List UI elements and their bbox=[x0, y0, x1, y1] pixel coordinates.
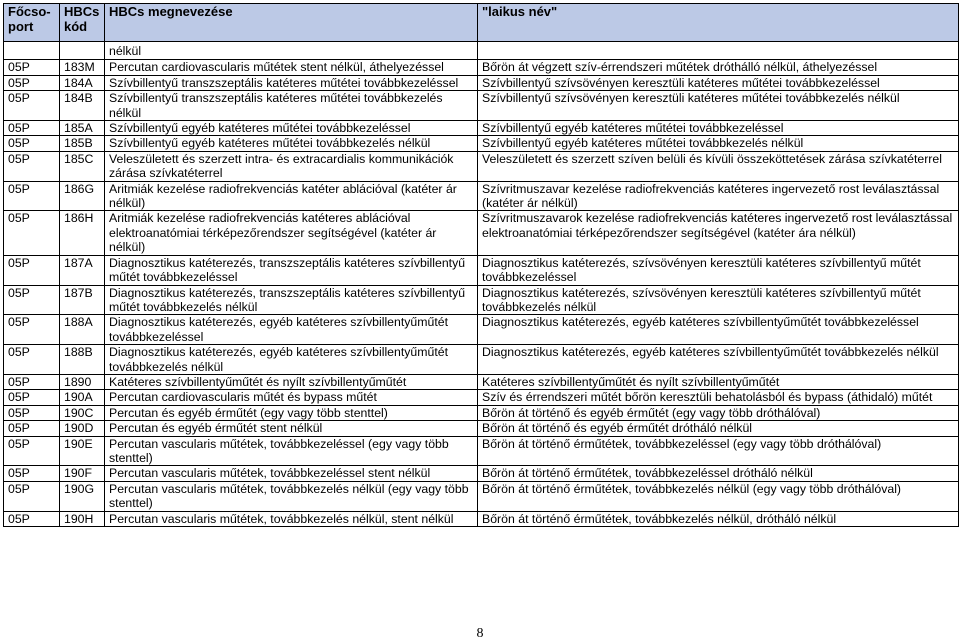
cell-megnevezes: Veleszületett és szerzett intra- és extracardialis kommunikációk zárása szívkatéterrel bbox=[105, 151, 478, 181]
cell-megnevezes: Aritmiák kezelése radiofrekvenciás katéter ablációval (katéter ár nélkül) bbox=[105, 181, 478, 211]
cell-hbcs-kod: 184A bbox=[60, 75, 105, 90]
cell-megnevezes: Aritmiák kezelése radiofrekvenciás katéteres ablációval elektroanatómiai térképezőrendszer segítségével (katéter ár nélkül) bbox=[105, 211, 478, 255]
cell-megnevezes: Diagnosztikus katéterezés, egyéb katéteres szívbillentyűműtét továbbkezelés nélkül bbox=[105, 345, 478, 375]
cell-hbcs-kod: 190G bbox=[60, 481, 105, 511]
table-row bbox=[4, 181, 959, 211]
table-row bbox=[4, 91, 959, 121]
header-megnevezes-label: HBCs megnevezése bbox=[109, 4, 233, 19]
table-row bbox=[4, 405, 959, 420]
cell-megnevezes: Diagnosztikus katéterezés, transzszeptális katéteres szívbillentyű műtét továbbkezeléssel bbox=[105, 255, 478, 285]
table-header-row bbox=[4, 4, 959, 42]
cell-megnevezes: Diagnosztikus katéterezés, transzszeptális katéteres szívbillentyű műtét továbbkezelés nélkül bbox=[105, 285, 478, 315]
cell-megnevezes: Percutan vascularis műtétek, továbbkezelés nélkül (egy vagy több stenttel) bbox=[105, 481, 478, 511]
cell-megnevezes: Katéteres szívbillentyűműtét és nyílt szívbillentyűműtét bbox=[105, 374, 478, 389]
cell-hbcs-kod: 188A bbox=[60, 315, 105, 345]
table-row bbox=[4, 211, 959, 255]
cell-hbcs-kod: 186G bbox=[60, 181, 105, 211]
cell-laikus-nev: Bőrön át történő érműtétek, továbbkezelés nélkül, drótháló nélkül bbox=[478, 511, 959, 526]
table-row bbox=[4, 345, 959, 375]
cell-laikus-nev: Szív és érrendszeri műtét bőrön keresztüli behatolásból és bypass (áthidaló) műtét bbox=[478, 390, 959, 405]
cell-continuation: nélkül bbox=[105, 42, 478, 60]
cell-megnevezes: Percutan és egyéb érműtét (egy vagy több stenttel) bbox=[105, 405, 478, 420]
table-row bbox=[4, 466, 959, 481]
cell-fo-csoport: 05P bbox=[4, 60, 60, 75]
cell-megnevezes: Percutan cardiovascularis műtét és bypass műtét bbox=[105, 390, 478, 405]
cell-fo-csoport: 05P bbox=[4, 136, 60, 151]
cell-megnevezes: Szívbillentyű transzszeptális katéteres műtétei továbbkezelés nélkül bbox=[105, 91, 478, 121]
cell-megnevezes: Diagnosztikus katéterezés, egyéb katéteres szívbillentyűműtét továbbkezeléssel bbox=[105, 315, 478, 345]
cell-fo-csoport: 05P bbox=[4, 211, 60, 255]
table-row bbox=[4, 390, 959, 405]
cell-fo-csoport: 05P bbox=[4, 151, 60, 181]
cell-hbcs-kod: 187B bbox=[60, 285, 105, 315]
cell-laikus-nev: Diagnosztikus katéterezés, egyéb katéteres szívbillentyűműtét továbbkezeléssel bbox=[478, 315, 959, 345]
cell-hbcs-kod: 190F bbox=[60, 466, 105, 481]
cell-fo-csoport: 05P bbox=[4, 466, 60, 481]
cell-megnevezes: Percutan cardiovascularis műtétek stent nélkül, áthelyezéssel bbox=[105, 60, 478, 75]
cell-laikus-nev: Szívbillentyű egyéb katéteres műtétei továbbkezelés nélkül bbox=[478, 136, 959, 151]
cell-laikus-nev: Diagnosztikus katéterezés, egyéb katéteres szívbillentyűműtét továbbkezelés nélkül bbox=[478, 345, 959, 375]
cell-hbcs-kod: 1890 bbox=[60, 374, 105, 389]
table-row-continuation bbox=[4, 42, 959, 60]
cell-fo-csoport: 05P bbox=[4, 421, 60, 436]
cell-empty bbox=[478, 42, 959, 60]
cell-fo-csoport: 05P bbox=[4, 481, 60, 511]
cell-megnevezes: Percutan vascularis műtétek, továbbkezelés nélkül, stent nélkül bbox=[105, 511, 478, 526]
cell-laikus-nev: Diagnosztikus katéterezés, szívsövényen keresztüli katéteres szívbillentyű műtét továbbkezeléssel bbox=[478, 255, 959, 285]
cell-laikus-nev: Szívbillentyű szívsövényen keresztüli katéteres műtétei továbbkezeléssel bbox=[478, 75, 959, 90]
cell-laikus-nev: Bőrön át történő és egyéb érműtét drótháló nélkül bbox=[478, 421, 959, 436]
cell-megnevezes: Percutan vascularis műtétek, továbbkezeléssel stent nélkül bbox=[105, 466, 478, 481]
header-hbcs-kod: HBCs kód bbox=[60, 4, 105, 42]
cell-laikus-nev: Bőrön át történő érműtétek, továbbkezeléssel drótháló nélkül bbox=[478, 466, 959, 481]
cell-laikus-nev: Bőrön át végzett szív-érrendszeri műtétek dróthálló nélkül, áthelyezéssel bbox=[478, 60, 959, 75]
cell-fo-csoport: 05P bbox=[4, 511, 60, 526]
cell-fo-csoport: 05P bbox=[4, 436, 60, 466]
cell-laikus-nev: Diagnosztikus katéterezés, szívsövényen keresztüli katéteres szívbillentyű műtét továbbkezelés nélkül bbox=[478, 285, 959, 315]
cell-laikus-nev: Veleszületett és szerzett szíven belüli és kívüli összeköttetések zárása szívkatéterrel bbox=[478, 151, 959, 181]
cell-megnevezes: Szívbillentyű egyéb katéteres műtétei továbbkezelés nélkül bbox=[105, 136, 478, 151]
cell-fo-csoport: 05P bbox=[4, 91, 60, 121]
cell-hbcs-kod: 185C bbox=[60, 151, 105, 181]
table-row bbox=[4, 151, 959, 181]
cell-hbcs-kod: 190E bbox=[60, 436, 105, 466]
cell-hbcs-kod: 183M bbox=[60, 60, 105, 75]
table-row bbox=[4, 121, 959, 136]
cell-fo-csoport: 05P bbox=[4, 315, 60, 345]
cell-megnevezes: Szívbillentyű egyéb katéteres műtétei továbbkezeléssel bbox=[105, 121, 478, 136]
cell-megnevezes: Percutan vascularis műtétek, továbbkezeléssel (egy vagy több stenttel) bbox=[105, 436, 478, 466]
cell-laikus-nev: Szívbillentyű szívsövényen keresztüli katéteres műtétei továbbkezelés nélkül bbox=[478, 91, 959, 121]
table-body bbox=[4, 42, 959, 527]
cell-fo-csoport: 05P bbox=[4, 121, 60, 136]
cell-hbcs-kod: 190H bbox=[60, 511, 105, 526]
cell-empty bbox=[4, 42, 60, 60]
cell-laikus-nev: Katéteres szívbillentyűműtét és nyílt szívbillentyűműtét bbox=[478, 374, 959, 389]
cell-hbcs-kod: 186H bbox=[60, 211, 105, 255]
cell-hbcs-kod: 187A bbox=[60, 255, 105, 285]
cell-empty bbox=[60, 42, 105, 60]
header-fo-csoport: Főcso-port bbox=[4, 4, 60, 42]
cell-laikus-nev: Szívbillentyű egyéb katéteres műtétei továbbkezeléssel bbox=[478, 121, 959, 136]
cell-hbcs-kod: 190D bbox=[60, 421, 105, 436]
cell-laikus-nev: Bőrön át történő érműtétek, továbbkezeléssel (egy vagy több dróthálóval) bbox=[478, 436, 959, 466]
table-row bbox=[4, 374, 959, 389]
header-laikus-nev: "laikus név" bbox=[478, 4, 959, 42]
table-row bbox=[4, 255, 959, 285]
table-row bbox=[4, 315, 959, 345]
table-row bbox=[4, 511, 959, 526]
cell-fo-csoport: 05P bbox=[4, 75, 60, 90]
cell-fo-csoport: 05P bbox=[4, 405, 60, 420]
cell-fo-csoport: 05P bbox=[4, 390, 60, 405]
hbcs-table bbox=[3, 3, 959, 527]
cell-hbcs-kod: 190C bbox=[60, 405, 105, 420]
cell-laikus-nev: Szívritmuszavar kezelése radiofrekvenciás katéteres ingervezető rost leválasztással (katéter ár nélkül) bbox=[478, 181, 959, 211]
cell-laikus-nev: Szívritmuszavarok kezelése radiofrekvenciás katéteres ingervezető rost leválasztással elektroanatómiai térképezőrendszer segítségével (katéter ára nélkül) bbox=[478, 211, 959, 255]
cell-hbcs-kod: 185A bbox=[60, 121, 105, 136]
table-row bbox=[4, 481, 959, 511]
table-row bbox=[4, 421, 959, 436]
cell-hbcs-kod: 185B bbox=[60, 136, 105, 151]
table-row bbox=[4, 436, 959, 466]
table-row bbox=[4, 285, 959, 315]
cell-hbcs-kod: 188B bbox=[60, 345, 105, 375]
table-row bbox=[4, 75, 959, 90]
header-megnevezes bbox=[105, 4, 478, 42]
cell-megnevezes: Szívbillentyű transzszeptális katéteres műtétei továbbkezeléssel bbox=[105, 75, 478, 90]
cell-hbcs-kod: 184B bbox=[60, 91, 105, 121]
cell-fo-csoport: 05P bbox=[4, 285, 60, 315]
cell-laikus-nev: Bőrön át történő és egyéb érműtét (egy vagy több dróthálóval) bbox=[478, 405, 959, 420]
page-number: 8 bbox=[476, 626, 484, 641]
cell-fo-csoport: 05P bbox=[4, 255, 60, 285]
cell-fo-csoport: 05P bbox=[4, 345, 60, 375]
cell-fo-csoport: 05P bbox=[4, 374, 60, 389]
cell-fo-csoport: 05P bbox=[4, 181, 60, 211]
cell-megnevezes: Percutan és egyéb érműtét stent nélkül bbox=[105, 421, 478, 436]
cell-hbcs-kod: 190A bbox=[60, 390, 105, 405]
table-row bbox=[4, 136, 959, 151]
table-row bbox=[4, 60, 959, 75]
cell-laikus-nev: Bőrön át történő érműtétek, továbbkezelés nélkül (egy vagy több dróthálóval) bbox=[478, 481, 959, 511]
